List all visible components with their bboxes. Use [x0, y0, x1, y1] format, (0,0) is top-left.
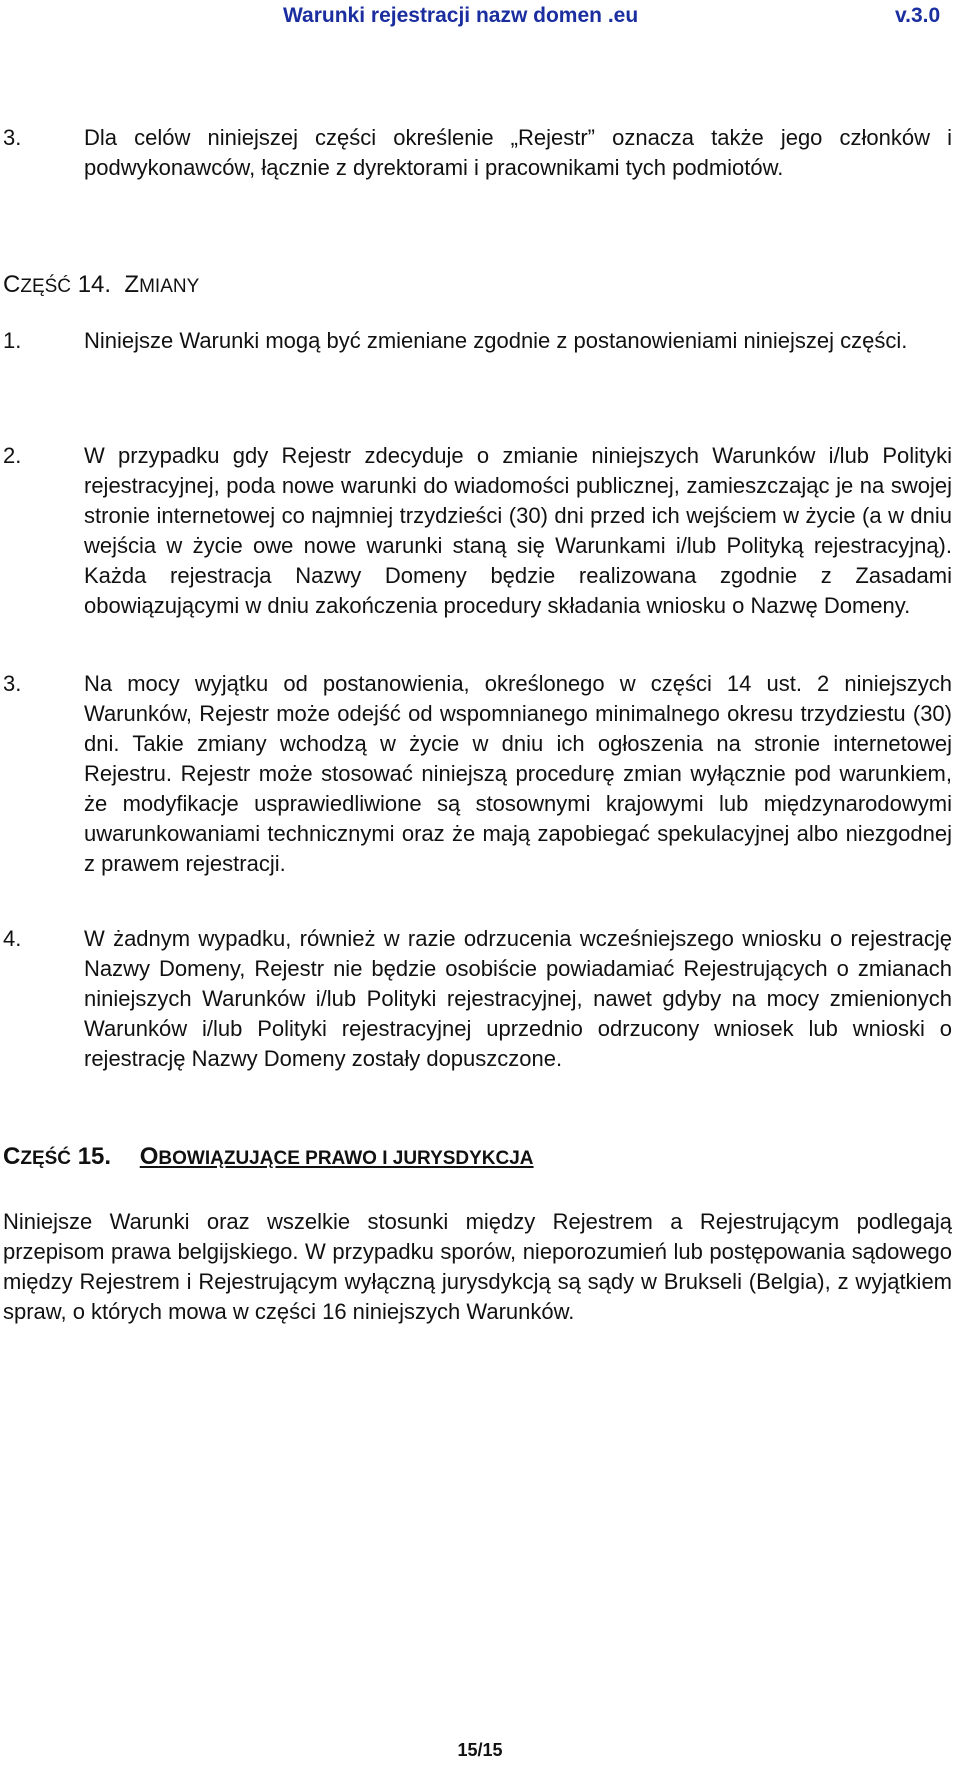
- item-number: 2.: [3, 443, 22, 468]
- item-number: 3.: [3, 125, 22, 150]
- item-number: 4.: [3, 926, 22, 951]
- part-15-heading: CZĘŚĆ 15. OBOWIĄZUJĄCE PRAWO I JURYSDYKCJA: [3, 1143, 534, 1170]
- item-number: 3.: [3, 671, 22, 696]
- document-title: Warunki rejestracji nazw domen .eu: [283, 4, 639, 27]
- item-text: W żadnym wypadku, również w razie odrzucenia wcześniejszego wniosku o rejestrację Nazwy Domeny, Rejestr nie będzie osobiście powiadamiać Rejestrujących o zmianach niniejszych Warunków i/lub Polityki rejestracyjnej, nawet gdyby na mocy zmienionych Warunków i/lub Polityki rejestracyjnej uprzednio odrzucony wniosek lub wnioski o rejestrację Nazwy Domeny zostały dopuszczone.: [84, 926, 952, 1071]
- item-text: Dla celów niniejszej części określenie „Rejestr” oznacza także jego członków i podwykonawców, łącznie z dyrektorami i pracownikami tych podmiotów.: [84, 125, 952, 180]
- item-text: Niniejsze Warunki mogą być zmieniane zgodnie z postanowieniami niniejszej części.: [84, 328, 908, 353]
- page-header: [0, 2, 960, 42]
- item-text: W przypadku gdy Rejestr zdecyduje o zmianie niniejszych Warunków i/lub Polityki rejestracyjnej, poda nowe warunki do wiadomości publicznej, zamieszczając je na swojej stronie internetowej co najmniej trzydzieści (30) dni przed ich wejściem w życie (a w dniu wejścia w życie owe nowe warunki staną się Warunkami i/lub Polityką rejestracyjną). Każda rejestracja Nazwy Domeny będzie realizowana zgodnie z Zasadami obowiązującymi w dniu zakończenia procedury składania wniosku o Nazwę Domeny.: [84, 443, 952, 618]
- part-15-paragraph: Niniejsze Warunki oraz wszelkie stosunki między Rejestrem a Rejestrującym podlegają przepisom prawa belgijskiego. W przypadku sporów, nieporozumień lub postępowania sądowego między Rejestrem i Rejestrującym wyłączną jurysdykcją są sądy w Brukseli (Belgia), z wyjątkiem spraw, o których mowa w części 16 niniejszych Warunków.: [3, 1209, 952, 1324]
- item-number: 1.: [3, 328, 22, 353]
- part-14-heading: CZĘŚĆ 14. ZMIANY: [3, 271, 200, 298]
- document-version: v.3.0: [895, 4, 941, 27]
- page-number: 15/15: [457, 1740, 503, 1760]
- item-text: Na mocy wyjątku od postanowienia, określonego w części 14 ust. 2 niniejszych Warunków, Rejestr może odejść od wspomnianego minimalnego okresu trzydziestu (30) dni. Takie zmiany wchodzą w życie w dniu ich ogłoszenia na stronie internetowej Rejestru. Rejestr może stosować niniejszą procedurę zmian wyłącznie pod warunkiem, że modyfikacje usprawiedliwione są stosownymi krajowymi lub międzynarodowymi uwarunkowaniami technicznymi oraz że mają zapobiegać spekulacyjnej albo niezgodnej z prawem rejestracji.: [84, 671, 952, 876]
